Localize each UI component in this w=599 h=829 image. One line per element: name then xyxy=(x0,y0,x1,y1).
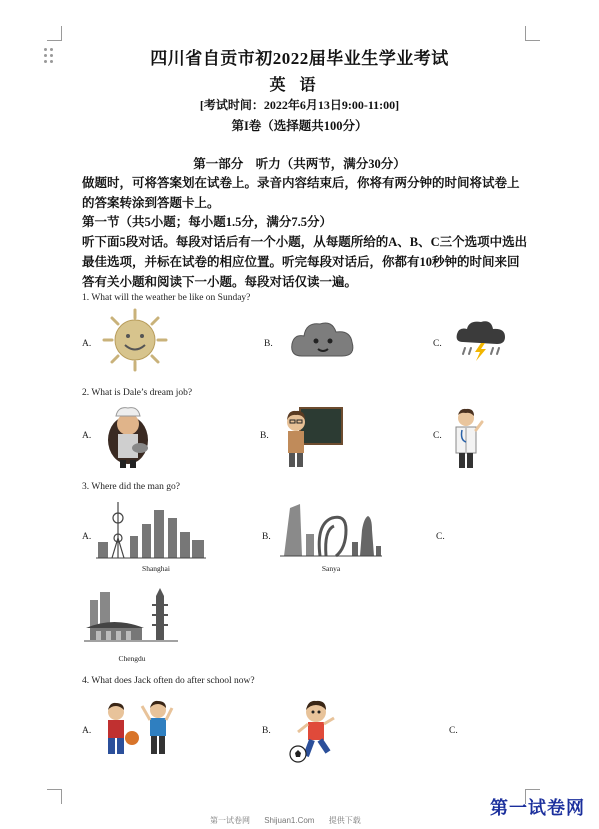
chef-icon xyxy=(100,404,156,470)
q3-option-c-label[interactable]: C. xyxy=(436,532,445,542)
question-4-text: 4. What does Jack often do after school now? xyxy=(82,676,255,686)
sanya-landmark-image xyxy=(280,500,382,562)
intro-paragraph: 做题时，可将答案划在试卷上。录音内容结束后，你将有两分钟的时间将试卷上的答案转涂到答题卡上。 xyxy=(82,176,520,210)
crop-mark-bottom-left xyxy=(47,789,62,804)
instructions-paragraph: 听下面5段对话。每段对话后有一个小题，从每题所给的A、B、C三个选项中选出最佳选项，并标在试卷的相应位置。听完每段对话后，你都有10秒钟的时间来回答有关小题和阅读下一小题。每段对话仅读一遍。 xyxy=(82,235,528,289)
teacher-icon xyxy=(282,406,344,470)
volume-heading: 第I卷（选择题共100分） xyxy=(231,119,368,133)
footer-text: 第一试卷网 Shijuan1.Com 提供下载 xyxy=(210,816,361,825)
q2-option-a-label[interactable]: A. xyxy=(82,431,92,441)
question-3-text: 3. Where did the man go? xyxy=(82,482,180,492)
question-1-text: 1. What will the weather be like on Sunday? xyxy=(82,293,251,303)
brand-logo-text[interactable]: 第一试卷网 xyxy=(490,798,585,819)
q4-option-b-label[interactable]: B. xyxy=(262,726,271,736)
q1-option-c-label[interactable]: C. xyxy=(433,339,442,349)
exam-title: 四川省自贡市初2022届毕业生学业考试 xyxy=(150,49,449,68)
caption-sanya: Sanya xyxy=(321,564,341,573)
cloud-icon xyxy=(288,316,358,364)
doctor-icon xyxy=(450,406,490,470)
subsection-heading: 第一节（共5小题；每小题1.5分，满分7.5分） xyxy=(82,215,333,229)
basketball-icon xyxy=(98,698,178,762)
caption-shanghai: Shanghai xyxy=(142,564,170,573)
question-2-text: 2. What is Dale’s dream job? xyxy=(82,388,193,398)
q1-option-a-label[interactable]: A. xyxy=(82,339,92,349)
football-icon xyxy=(286,698,342,764)
q4-option-c-label[interactable]: C. xyxy=(449,726,458,736)
shanghai-skyline-image xyxy=(96,498,206,562)
q4-option-a-label[interactable]: A. xyxy=(82,726,92,736)
q2-option-b-label[interactable]: B. xyxy=(260,431,269,441)
sun-icon xyxy=(100,308,170,372)
q3-option-b-label[interactable]: B. xyxy=(262,532,271,542)
chengdu-landmark-image xyxy=(84,586,178,650)
q1-option-b-label[interactable]: B. xyxy=(264,339,273,349)
part-heading: 第一部分 听力（共两节，满分30分） xyxy=(193,157,406,171)
q3-option-a-label[interactable]: A. xyxy=(82,532,92,542)
crop-mark-top-left xyxy=(47,26,62,41)
caption-chengdu: Chengdu xyxy=(118,654,146,663)
thunderstorm-icon xyxy=(455,318,507,362)
q2-option-c-label[interactable]: C. xyxy=(433,431,442,441)
crop-mark-top-right xyxy=(525,26,540,41)
exam-time: [考试时间：2022年6月13日9:00-11:00] xyxy=(199,98,400,112)
exam-subject: 英语 xyxy=(269,77,330,94)
